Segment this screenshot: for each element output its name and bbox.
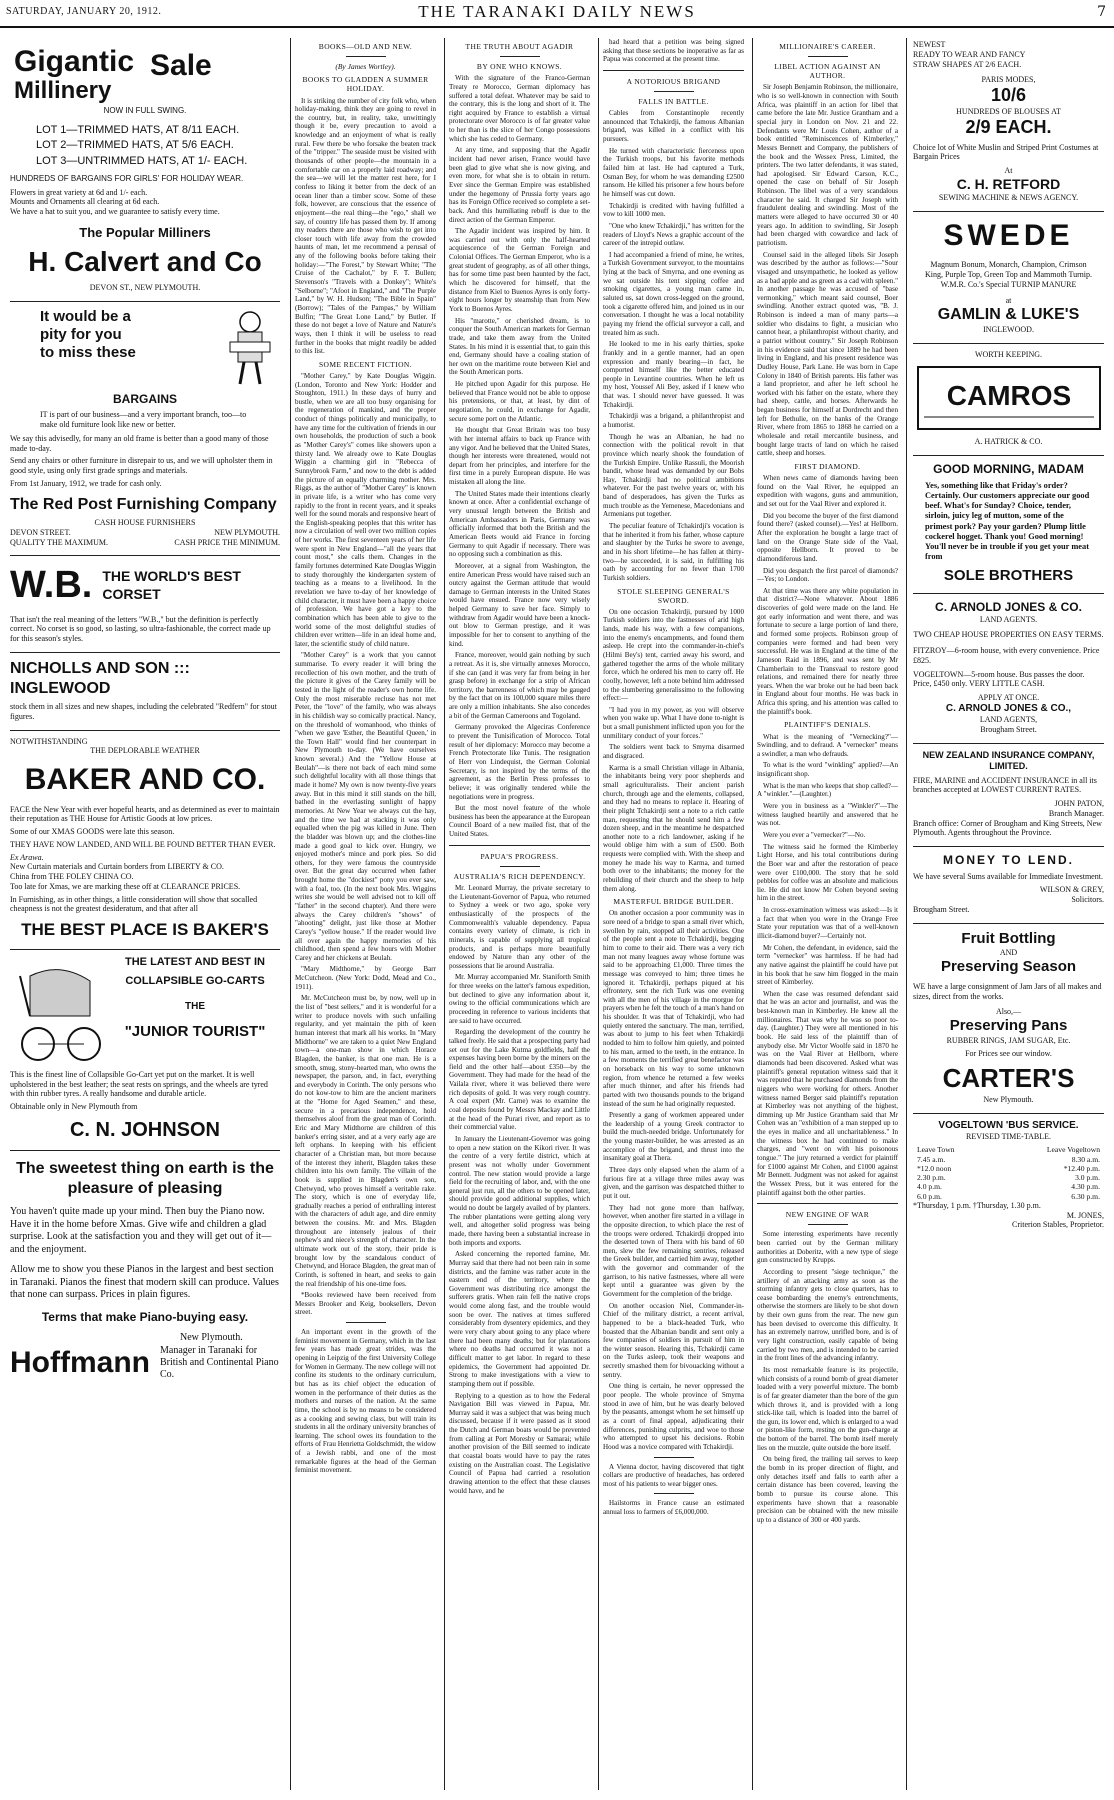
article-paragraph: Karma is a small Christian village in Albania, the inhabitants being very poor shepherds and small agriculturalists. Their ancient parish church, through age and the elements, collapsed, and they had no means to replace it. Hearing of their plight Tchakirdji sent a note to a rich cattle man, requesting that he should send him a few dozen sheep, and in the meantime he despatched another note to a rich landowner, asking if he would oblige him with a sum of £500. Both requests were complied with. With the sheep and money he made his way to Karma, and turned both over to the inhabitants; the money for the rebuilding of their church and the sheep to help them along. [603,763,744,893]
baker-ad [10,731,280,950]
article-paragraph: One thing is certain, he never oppressed the poor people. The whole province of Smyrna stood in awe of him, but he was dearly beloved by the peasants, amongst whom he set himself up as a court of final appeal, adjudicating their differences, punishing culprits, and woe to those who attempted to upset his decisions. Robin Hood was a novice compared with Tchakirdji. [603,1382,744,1451]
ad-line: INGLEWOOD. [983,324,1034,334]
article-paragraph: He looked to me in his early thirties, spoke frankly and in a gentle manner, had an open expression and manly bearing—in fact, he comported himself like the better educated people in Levantine countries. When he left us my host, Youssef Ali Bey, asked if I knew who that was. I should never have guessed. It was Tchakirdji. [603,340,744,409]
gocart-line-3: THE [185,1000,205,1012]
ad-line: New Plymouth. [983,1094,1034,1104]
price-line: CASH PRICE THE MINIMUM. [174,537,280,547]
notwithstanding: NOTWITHSTANDING [10,736,88,746]
article-paragraph: The United States made their intentions clearly known at once. After a confidential exchange of very unusual length between the British and American Ambassadors in Paris, Germany was officially informed that both the British and the American fleets would aid France in forcing Germany to quit Agadir if necessary. There was no opposing such a combination as this. [449,489,590,559]
article-paragraph: Sir Joseph Benjamin Robinson, the millionaire, who is so well-known in connection with South Africa, was plaintiff in an action for libel that came before the late Mr. Justice Grantham and a special jury in London on Nov. 21 and 22. Defendants were Mr Louis Cohen, author of a book entitled "Reminiscences of Kimberley," Messrs Bennett and Company, the publishers of the book and the Wessex Press, Limited, the printers. The two latter defendants, it was stated, had apologised. Sir Edward Carson, K.C., opened the case on behalf of Sir Joseph Robinson. The libel was of a very scandalous character he said. It charged Sir Joseph with fraudulent dealing and swindling. Most of the matters were alleged to have occurred 30 or 40 years ago. In addition to swindling, Sir Joseph had been charged with cowardice and lack of patriotism. [757,83,898,247]
gigantic-headline: Gigantic [14,45,135,78]
article-paragraph: Cables from Constantinople recently announced that Tchakirdji, the famous Albanian brigand, was killed in a conflict with his pursuers. [603,109,744,144]
hoffmann-ad [10,1151,280,1381]
hoffmann-manager: Manager in Taranaki for British and Continental Piano Co. [159,1344,279,1380]
column-agadir [444,38,594,1790]
ad-line: Choice lot of White Muslin and Striped Print Costumes at Bargain Prices [913,142,1099,162]
article-paragraph: Three days only elapsed when the alarm of a furious fire at a village three miles away was given, and the garrison was despatched thither to put it out. [603,1166,744,1200]
article-paragraph: An important event in the growth of the feminist movement in Germany, which in the last few years has made great strides, was the opening in Leipzig of the first University College for Women in Germany. The new college will not confine its students to the ordinary curriculum, but has as its chief object the education of women in the performance of their duties as the mothers and nurses of the nation. At the same time, the school is by no means to be considered as a cooking and sewing class, but will train its students in all the ordinary university branches of learning. The school owes its foundation to the efforts of Frau Henrietta Goldschmidt, the widow of a Jewish rabbi, and one of the most remarkable figures at the head of the German feminist movement. [295,1328,436,1475]
ad-line: TWO CHEAP HOUSE PROPERTIES ON EASY TERMS. [913,630,1104,640]
ad-line: Flowers in great variety at 6d and 1/- each. [10,187,148,197]
carters-name: CARTER'S [942,1063,1075,1094]
millinery-headline: Millinery [14,77,112,104]
ad-line: Branch Manager. [1048,808,1104,818]
article-paragraph: A Vienna doctor, having discovered that tight collars are productive of headaches, has ordered most of his patients to wear bigger ones. [603,1462,744,1488]
price-tag: 2/9 EACH. [965,116,1052,137]
ad-line: Brougham Street. [980,724,1037,734]
good-morning-headline: GOOD MORNING, MADAM [933,462,1084,477]
article-paragraph: *Books reviewed have been received from Messrs Brooker and Keig, booksellers, Devon street. [295,1291,436,1317]
ad-line: NEWEST [913,40,946,49]
ad-line: LAND AGENTS, [979,715,1038,725]
nicholls-ad [10,653,280,731]
ad-line: LAND AGENTS. [979,614,1038,624]
article-paragraph: Tchakirdji is credited with having fulfilled a vow to kill 1000 men. [603,201,744,219]
ad-line: APPLY AT ONCE. [977,693,1040,703]
redpost-body: We say this advisedly, for many an old frame is better than a good many of those made to-day. [10,433,269,453]
camros-ad [913,344,1104,457]
ad-line: READY TO WEAR AND FANCY [913,49,1026,59]
article-headline: PAPUA'S PROGRESS. [480,851,559,861]
article-paragraph: He turned with characteristic fierceness upon the Turkish troops, but his favorite methods failed him at last. He had captured a Turk, Osman Bey, for whom he was demanding £2500 ransom. He killed his prisoner a few hours before he himself was cut down. [603,146,744,198]
price-tag: 10/6 [990,85,1027,105]
article-paragraph: Hailstorms in France cause an estimated annual loss to farmers of £6,000,000. [603,1499,744,1517]
ad-line: We have a hat to suit you, and we guarantee to satisfy every time. [10,207,220,217]
article-paragraph: Its most remarkable feature is its projectile, which consists of a round bomb of great diameter loaded with a very powerful mixture. The bomb is of far greater diameter than the bore of the gun which throws it, and is provided with a long stick-like tail, which is loaded into the barrel of the gun, its lower end, which is enlarged to a wad or piston-like form, resting on the gun-charge at the bottom of the barrel. The bomb itself merely lies on the muzzle, quite outside the bore itself. [757,1365,898,1452]
article-paragraph: Mr Cohen, the defendant, in evidence, said the term "vernecker" was harmless. If he had had any native against the plaintiff he could have put in his book that he saw him flogged in the main street of Kimberley. [757,943,898,987]
swede-ad [913,212,1104,344]
retford-name: C. H. RETFORD [956,175,1061,192]
article-paragraph: At that time was there any white population in that district?—None whatever. About 1886 discoveries of gold were made on the land. He got early information and went there, and was fortunate to secure a large portion of land there, and formed some projects. Robinson group of companies were formed and had been very successful. He was in England at the time of the Jameson Raid in 1896, and was sent by Mr Chamberlain to the Transvaal to restore good relations, and remained there for nearly three years. When the war broke out he had been back in England about four months. He was back in Africa this spring, and his attention was called to the plaintiff's book. [757,586,898,716]
article-paragraph: Mr. Leonard Murray, the private secretary to the Lieutenant-Governor of Papua, who returned to Sydney a week or two ago, spoke very enthusiastically of the prospects of the Commonwealth's valuable dependency. Papua contains every variety of climate, is rich in minerals, is capable of supplying all tropical products, and is perhaps more beautifully endowed by Nature than any other of the possessions that lie around Australia. [449,884,590,970]
quality-line: QUALITY THE MAXIMUM. [10,537,108,547]
column-books [290,38,440,1790]
cash-furnishers: CASH HOUSE FURNISHERS [94,518,196,528]
ad-line: VOGELTOWN—5-room house. Bus passes the door. Price, £450 only. VERY LITTLE CASH. [913,669,1085,689]
bus-timetable-ad [913,1114,1104,1231]
hoffmann-body: Allow me to show you these Pianos in the largest and best section in Taranaki. Pianos the finest that modern skill can produce. Values that none can surpass. Prices in plain figures. [10,1264,279,1301]
masthead [0,0,1114,28]
baker-body: New Curtain materials and Curtain borders from LIBERTY & CO. [10,862,224,872]
gocart-illustration [10,956,110,1066]
article-paragraph: They had not gone more than halfway, however, when another fire started in a village in the opposite direction, to which place the rest of the troops were ordered. Tchakirdji dropped into the deserted town of Thera with his band of 60 men, slew the few remaining sentries, released the Greek builder, and carried him away, together with the governor and commander of the garrison, to his native fastnesses, where all were kept until a guarantee was given by the Government for the completion of the bridge. [603,1203,744,1298]
money-ad [913,847,1104,924]
article-paragraph: Asked concerning the reported famine, Mr. Murray said that there had not been rain in some districts, and the famine was rather acute in the eastern end of the territory, where the Government was distributing rice amongst the sufferers gratis. When rain fell the native crops would come along fast, and the trouble would soon be over. The natives at times suffered considerably from dysentery epidemics, and they were very chary about going to any place where there had been many deaths; but for plantations where no deaths had occurred it was not a difficult matter to get labor. In regard to these epidemics, the Government had appointed Dr. Strong to make investigations with a view to stamping them out if possible. [449,1250,590,1388]
nz-insurance-ad [913,744,1104,847]
article-paragraph: On another occasion a poor community was in sore need of a bridge to span a small river which, swollen by rain, stopped all their activities. One of the people sent a note to Tchakirdji, begging him to come to their aid. There was a very rich man not many leagues away whose fortune was said to be approaching £1,000. Three times the message was conveyed to him; three times he ignored it. Tchakirdji, perhaps piqued at his effrontery, sent the rich Turk was one evening with all the men of his village in the morgue for prayers when he felt the touch of a man's hand on his shoulder. It was that of Tchakirdji, who had quietly entered the sanctuary. The man, terrified, was about to jump to his feet when Tchakirdji nodded to him to follow him quietly, and pointed to his man, armed to the teeth, in the entrance. In a few moments the terrified great benefactor was on horseback on his way to some unknown region, from whence he returned a few weeks after much thinner, and after his friends had parted with two thousands pounds to the brigand instead of the sum he had originally requested. [603,909,744,1108]
arnold-name: C. ARNOLD JONES & CO. [935,600,1082,615]
article-paragraph: When news came of diamonds having been found on the Vaal River, he equipped an expedition with wagons, guns and ammunition, and set out for the Vaal River and explored it. [757,474,898,509]
article-paragraph: On another occasion Niel, Commander-in-Chief of the military district, a recent arrival, happened to be a black-headed Turk, who boasted that the Albanian bandit and sent only a few companies of soldiers in pursuit of him in the winter season. Hearing this, Tchakirdji came on the Turks asleep, took their weapons and secretly smashed them for bivouacking without a sentry. [603,1301,744,1379]
pleasure-headline: pleasure of pleasing [67,1179,223,1197]
byline: (By James Wortley). [335,62,396,72]
sole-name: SOLE BROTHERS [943,566,1074,584]
baker-body: China from THE FOLEY CHINA CO. [10,872,134,882]
article-subhead: SOME RECENT FICTION. [318,359,413,369]
ad-line: FITZROY—6-room house, with every convenience. Price £825. [913,646,1100,665]
ad-line: RUBBER RINGS, JAM SUGAR, Etc. [946,1035,1071,1045]
gamlin-name: GAMLIN & LUKE'S [937,306,1080,324]
article-paragraph: Regarding the development of the country he talked freely. He said that a prospecting party had set out for the Lake Kutma goldfields, half the expenses having been borne by the miners on the field and the other half—about £350—by the Government. They had made for the head of the Vailala river, where it was believed there were rich deposits of gold. It was very rough country. A coal expert (Mr. Carne) was to examine the coal deposits found by Messrs Mackay and Little at the head of the Purari river, and report as to their commercial value. [449,1028,590,1132]
article-paragraph: In cross-examination witness was asked:—Is it a fact that when you were in the Orange Free State your reputation was that of a well-known illicit-diamond buyer?—Certainly not. [757,906,898,940]
article-paragraph: Presently a gang of workmen appeared under the leadership of a young Greek contractor to build the much-needed bridge. Unfortunately for the young master-builder, he was arrested as an accomplice of the brigand, and thrust into the insanitary goal at Thera. [603,1111,744,1163]
money-head: MONEY TO LEND. [943,853,1074,868]
article-paragraph: At any time, and supposing that the Agadir incident had never arisen, France would have been glad to give what she is now giving, and even more, for what she is to obtain in return. Ever since the German Empire was established under the hegemony of Prussia forty years ago has its Foreign Office received so complete a set-back. And this humiliating rebuff is due to the direct action of the German Emperor. [449,146,590,224]
sale-headline: Sale [150,49,212,82]
sweetest-thing-headline: The sweetest thing on earth is the [16,1160,274,1178]
sole-brothers-ad [913,456,1104,594]
article-paragraph: had heard that a petition was being signed asking that these sections be inoperative as far as Papua was concerned at the present time. [603,38,744,64]
calvert-ad [10,38,280,302]
byline: BY ONE WHO KNOWS. [476,62,563,72]
article-paragraph: Moreover, at a signal from Washington, the entire American Press would have raised such an outcry against the German attitude that would damage to German interests in the United States would have ensued. France now very wisely helped Germany to save her face. Simply to withdraw from Agadir would have been a knock-out blow to German prestige, and it was impossible for her to consent to anything of the kind. [449,561,590,648]
table-header: Leave Vogeltown [1046,1145,1100,1155]
pity-line-3: to miss these [40,344,136,362]
johnson-gocart-ad [10,950,280,1151]
article-paragraph: Mr. Murray accompanied Mr. Staniforth Smith for three weeks on the latter's famous expedition, but declined to give any information about it, owing to the official communications which are proceeding in reference to various incidents that are said to have occurred. [449,973,590,1025]
ad-line: HUNDREDS OF BLOUSES AT [956,106,1061,116]
arnold-name: C. ARNOLD JONES & CO., [945,702,1072,714]
ad-line: At [1004,166,1013,176]
ad-line: PARIS MODES, [981,75,1036,85]
redpost-ad [10,302,280,557]
bargains-heading: BARGAINS [112,391,177,406]
redpost-name: The Red Post Furnishing Company [10,495,277,513]
baker-body: THEY HAVE NOW LANDED, AND WILL BE FOUND BETTER THAN EVER. [10,839,276,849]
article-paragraph: Did you become the buyer of the first diamond found there? (asked counsel).—Yes! at Hellborn. After the exploration he bought a large tract of land on the Orange State side of the Vaal, opposite Hellborn. It proved to be diamondiferous land. [757,511,898,563]
lot-3: LOT 3—UNTRIMMED HATS, AT 1/- EACH. [36,154,248,167]
article-paragraph: Some interesting experiments have recently been carried out by the German military authorities at Doberitz, with a new type of siege gun constructed by Krupps. [757,1230,898,1265]
article-paragraph: To what is the word "winkling" applied?—An insignificant shop. [757,761,898,779]
ad-line: SEWING MACHINE & NEWS AGENCY. [938,192,1079,202]
article-headline: A NOTORIOUS BRIGAND [626,76,721,86]
article-subhead: PLAINTIFF'S DENIALS. [784,720,871,730]
article-headline: MILLIONAIRE'S CAREER. [779,42,876,51]
table-row: 7.45 a.m. 8.30 a.m. [917,1154,1100,1164]
article-paragraph: Counsel said in the alleged libels Sir Joseph was described by the author as follows:—"Sour visaged and unsympathetic, he looked as yellow as a bad apple and as green as a cad with spleen." In another passage he was accused of "base vermonking," which meant said counsel, Boer swindling. Another extract quoted was, "B. J. Robinson is indeed a man of many parts—a soldier who disdains to fight, a musician who cannot hear, a philanthropist without charity, and a patriot without country." Sir Joseph Robinson in his evidence said that since 1889 he had been living in England, and his present residence was Dudley House, Park Lane. He was born in Cape Colony in 1840 of British parents. His father was a land proprietor, and after he left school he worked with his father on the estate, where they had sheep, cattle, and horses. Afterwards he began business for himself at Dordrecht and then left for Bethulie, on the banks of the Orange River, where from 1865 to 1868 he carried on a wholesale and retail mercantile business, and bought large tracts of land on which he raised cattle, sheep and horses. [757,250,898,458]
johnson-name: C. N. JOHNSON [69,1118,221,1141]
article-headline: BOOKS—OLD AND NEW. [318,42,413,51]
arnold-jones-ad [913,594,1104,744]
article-paragraph: Were you ever a "vernecker?"—No. [763,830,866,839]
article-paragraph: But the most novel feature of the whole business has been the appearance at the European Council Board of a new mailed fist, that of the United States. [449,804,590,839]
swede-title: SWEDE [943,218,1074,252]
table-header: Leave Town [917,1145,955,1155]
article-subhead: STOLE SLEEPING GENERAL'S SWORD. [617,586,730,605]
baker-body: Some of our XMAS GOODS were late this season. [10,827,175,837]
article-paragraph: He thought that Great Britain was too busy with her internal affairs to back up France with any vigor. And he believed that the United States, though her interests were threatened, would not depart from her principles, and interfere for the first time in a purely European dispute. He was mistaken all along the line. [449,426,590,487]
baker-body: Ex Arawa. [10,852,44,862]
article-paragraph: The Agadir incident was inspired by him. It was carried out with only the half-hearted acquiescence of the German Foreign and Colonial Offices. The German Emperor, who is a great student of geography, as of all other things, has for some time past been haunted by the fact, which he discovered for himself, that the distance from Kiel to Buenos Ayres is only forty-eight hours longer by steamship than from New York to Buenos Ayres. [449,227,590,313]
article-headline: NEW ENGINE OF WAR [785,1210,870,1220]
article-paragraph: On one occasion Tchakirdji, pursued by 1000 Turkish soldiers into the fastnesses of arid high lands, made his way, with a few companions, into the enemy's encampments, and found them asleep. He crept into the commander-in-chief's (Hilmi Bey's) tent, carried away his sword, and gathered together the arms of the whole military force, which he ordered his men to carry off. He coolly, however, left a note behind him addressed to the slumbering generalissimo to the following effect:— [603,607,744,703]
ad-line: Also,— [995,1007,1022,1017]
ad-line: Branch office: Corner of Brougham and King Streets, New Plymouth. Agents throughout the Province. [913,818,1102,838]
article-subhead: AUSTRALIA'S RICH DEPENDENCY. [453,871,586,881]
article-paragraph: I had accompanied a friend of mine, he writes, a Turkish Government surveyor, to the mountains lying at the back of Smyrna, and one evening as we sat outside his tent sipping coffee and smoking cigarettes, a young man came in, saluted us, sat down cross-legged on the ground, took a cigarette offered him, and joined us in our conversation. I thought he was a local notability paying my friend the official surveyor a call, and treated him as such. [603,250,744,337]
street: DEVON STREET. [10,527,71,537]
preserving-season: Preserving Season [940,957,1077,975]
baker-body: Too late for Xmas, we are marking these off at CLEARANCE PRICES. [10,881,241,891]
wb-tagline: THE WORLD'S BEST CORSET [102,568,241,602]
terms-line: Terms that make Piano-buying easy. [41,1309,249,1324]
retford-ad [913,38,1104,212]
article-subhead: MASTERFUL BRIDGE BUILDER. [613,897,734,907]
issue-date: SATURDAY, JANUARY 20, 1912. [6,6,162,17]
ad-line: FIRE, MARINE and ACCIDENT INSURANCE in all its branches accepted at LOWEST CURRENT RATES. [913,775,1097,795]
article-paragraph: What is the man who keeps that shop called?—A "winkler."—(Laughter.) [757,781,898,799]
article-paragraph: On being fired, the trailing tail serves to keep the bomb in its proper direction of flight, and only detaches itself and falls to earth after a certain distance has been covered, leaving the bomb to pursue its course alone. This experiments have shown that a reasonable precision can be obtained with the new missile up to a distance of 300 or 400 yards. [757,1455,898,1524]
article-subhead: FIRST DIAMOND. [794,461,861,471]
lot-1: LOT 1—TRIMMED HATS, AT 8/11 EACH. [36,123,240,136]
town: NEW PLYMOUTH. [214,527,280,537]
newspaper-title: THE TARANAKI DAILY NEWS [418,2,696,21]
article-subhead: FALLS IN BATTLE. [638,97,709,107]
ad-line: AND [999,947,1018,957]
baker-body: FACE the New Year with ever hopeful hearts, and as determined as ever to maintain their reputation as THE House for Artistic Goods at low prices. [10,804,280,824]
ad-line: WE have a large consignment of Jam Jars of all makes and sizes, direct from the works. [913,981,1102,1001]
article-paragraph: "Mother Carey" is a work that you cannot summarise. To every reader it will bring the recollection of his own mother, and the truth of the picture it gives of the Carey family will be tested in the light of the reader's own home life. Only the most miserable recluse has not met Peter, the "love" of the family, who was always in his childish way so comically practical. Nancy, on the threshold of womanhood, who thinks of "when we gave 'Esther, the Beautiful Queen,' in the Town Hall" would find her counterpart in New Plymouth to-day. (We have ourselves known several.) And the "Yellow House at Beulah"—is there not back of each mind some such delightful locality with all those things that made it home? My own is now twenty-five years away. But in this mind it still stands on the hill, bathed in the everlasting sunlight of happy memories. At New Year we always cut the hay, and the time we had at stacking it was only equalled when the pig was killed in June. Then the bladder was blown up; and the clothes-line made a good goal to kick over. Hungry, we enjoyed mother's mince and pork pies. So did others, for they were famous the countryside over. But the great day occurred when father brought home the "dockiest" pony you ever saw, with a foal, too. (In the next book Mrs. Wiggins writes she would be well advised not to kill off "father" in the second chapter). And there were always the Carey children's "shows" of "ahooting" delight, just like those at Mother Carey's "yellow house." If the reader would live all over again the happy memories of his childhood, then spend a few hours with Mother Carey and her chickens at Beulah. [295,651,436,962]
article-subhead: BOOKS TO GLADDEN A SUMMER HOLIDAY. [302,75,429,94]
hoffmann-body: You haven't quite made up your mind. Then buy the Piano now. Have it in the home before Xmas. Give wife and children a glad surprise. Look at the satisfaction you and they will get out of it—and the enjoyment. [10,1206,272,1255]
article-paragraph: "One who knew Tchakirdji," has written for the readers of Lloyd's News a graphic account of the career of the intrepid outlaw. [603,221,744,248]
fruit-bottling: Fruit Bottling [961,929,1056,947]
boy-reading-illustration [220,308,280,388]
lot-2: LOT 2—TRIMMED HATS, AT 5/6 EACH. [36,139,234,152]
article-paragraph: Replying to a question as to how the Federal Navigation Bill was viewed in Papua, Mr. Murray said it was a subject that was being much discussed, because if it were passed as it stood the Dutch and German boats would be prevented from calling at Port Moresby or Samarai; while another provision of the Bill seemed to indicate that coastal boats would have to pay the rates existing on the Australian coast. The Legislative Council of Papua had carried a resolution drawing attention to the effect that these clauses would have, and he [449,1391,590,1495]
ad-line: *Thursday, 1 p.m. †Thursday, 1.30 p.m. [913,1200,1041,1210]
article-paragraph: Tchakirdji was a brigand, a philanthropist and a humorist. [603,412,744,429]
nicholls-name: NICHOLLS AND SON ::: INGLEWOOD [10,659,190,697]
nicholls-body: stock them in all sizes and new shapes, including the celebrated "Redfern" for stout figures. [10,702,277,721]
cash-notice: From 1st January, 1912, we trade for cash only. [10,478,162,488]
article-paragraph: With the signature of the Franco-German Treaty re Morocco, German diplomacy has suffered a total defeat. Whatever may be said to the contrary, this is the long and short of it. The right acquired by France to establish a virtual protectorate over Morocco is of far greater value to her than is the slice of her Congo possessions which she has ceded to Germany. [449,74,590,143]
article-paragraph: He pitched upon Agadir for this purpose. He believed that France would not be able to oppose his pretensions, or that, at least, by dint of negotiation, he could, in exchange for Agadir, secure some port on the Atlantic. [449,380,590,423]
sale-subtitle: NOW IN FULL SWING. [103,106,187,115]
swede-body: Magnum Bonum, Monarch, Champion, Crimson King, Purple Top, Green Top and Mammoth Turnip. W.M.R. Co.'s Special TURNIP MANURE [924,260,1093,289]
article-paragraph: "Mary Midthorne," by George Barr McCutcheon. (New York: Dodd, Mead and Co., 1911). [295,965,436,991]
article-paragraph: The witness said he formed the Kimberley Light Horse, and his total contributions during the Boer war and after the restoration of peace were over £100,000. The story that he sold pebbles for coffee was an absolute and malicious lie. He did not know Mr Cohen beyond seeing him in the street. [757,842,898,903]
column-ads-left [4,38,286,1790]
hoffmann-town: New Plymouth. [179,1332,243,1344]
article-paragraph: The soldiers went back to Smyrna disarmed and disgraced. [603,743,744,761]
ad-line: STRAW SHAPES AT 2/6 EACH. [913,59,1022,69]
preserving-pans: Preserving Pans [949,1017,1068,1035]
table-row: 2.30 p.m. 3.0 p.m. [917,1173,1100,1183]
ad-line: at [1005,295,1012,305]
article-paragraph: It is striking the number of city folk who, when holiday-making, think they are going to revel in the country, but, in reality, take, unwittingly though it be, every precaution to avoid a knowledge and an enjoyment of what is really rural. Few there be who forsake the beaten track of the "tripper." The seaside must be visited with thousands of other people—the mountain in a comfortable car on a properly laid roadway; and the sea—we will let the matter rest here, for I confess to liking it better from the deck of an ocean liner than a timber scow. Some of these folk, however, are conscious that the essence of enjoyment—the real thing—the "ego," shall we say, of country life has passed them by. If among my readers there are those who wish to get into closer touch with life away from the crowded haunts of man, let me recommend a perusal of any of the following books before taking their holiday:—"The Forest," by Stewart White; "The Cruise of the Cachalot," by F. T. Bullen; Stevenson's "Travels with a Donkey"; White's "Selborne"; "Afoot in England," and "The Purple Land," by W. H. Hudson; "The Bible in Spain" (Borrow); "Tales of the Pampas," by William Bulfin; "The Great Lone Land," by Butler. If these do not beget a love of Nature and Nature's ways, then I think it will be useless to read further in the books that might readily be added to this list. [295,96,436,356]
table-row: 6.0 p.m. 6.30 p.m. [917,1191,1100,1201]
table-row: *12.0 noon *12.40 p.m. [917,1163,1100,1173]
article-paragraph: Were you in business as a "Winkler?"—The witness laughed heartily and answered that he was not. [757,802,898,828]
wb-logo: W.B. [10,564,93,607]
nz-insurance-head: NEW ZEALAND INSURANCE COMPANY, LIMITED. [922,749,1095,771]
article-paragraph: "I had you in my power, as you will observe when you wake up. What I have done to-night is but a small punishment inflicted upon you for the unmilitary conduct of your forces." [603,705,744,740]
ad-line: We have several Sums available for Immediate Investment. [913,871,1103,881]
ad-line: REVISED TIME-TABLE. [966,1131,1051,1141]
ad-line: Brougham Street. [913,904,970,914]
calvert-address: DEVON ST., NEW PLYMOUTH. [89,282,201,292]
article-paragraph: The peculiar feature of Tchakirdji's vocation is that he inherited it from his father, whose capture and slaughter by the Turks he swore to avenge, and in his short lifetime—he has fallen at thirty-two—he succeeded, it is said, in fulfilling his oath by accounting for no fewer than 1700 Turkish soldiers. [603,522,744,582]
table-row: 4.0 p.m. 4.30 p.m. [917,1182,1100,1192]
wb-corset-ad [10,556,280,653]
camros-logo-illustration [914,363,1104,433]
column-brigand [598,38,748,1790]
pity-line-1: It would be a [40,307,131,325]
column-millionaire [752,38,902,1790]
camros-logo [946,380,1070,411]
article-paragraph: "Mother Carey," by Kate Douglas Wiggin. (London, Toronto and New York: Hodder and Stoughton, 1911.) In these days of hurry and bustle, when we are all too busy organising for the regeneration of mankind, and the proper conduct of things politically and municipally, to have any time for the cultivation of friends in our own households, the production of such a book as "Mother Carey's" comes like showers upon a thirsty land. We already owe to Kate Douglas Wiggin a charming girl in "Rebecca of Sunnybrook Farm," and now to the debt is added the picture of an equally charming mother. Mrs. Riggs, as the author of "Mother Carey" is known in private life, is a writer who has come very rapidly to the front in recent years, and it speaks well for the sound morals and responsive heart of the English-speaking peoples that this writer has now a circulation of well over two million copies of her works. The first seventeen years of her life were spent in New England—"all the years that count most," she calls them. Changes in the family fortunes determined Kate Douglas Wiggin to study thoroughly the kindergarten system of teaching as a means to a livelihood. In the revelation we have to-day of her knowledge of child character, it must have been a happy choice of profession. We have got a key to the combination which has been able to give to the world some of the most delightful studies of children ever written—life in an ideal home and, later, the scientific study of child nature. [295,371,436,648]
ad-line: Mounts and Ornaments all clearing at 6d each. [10,197,160,207]
carters-ad [913,924,1104,1114]
baker-name: BAKER AND CO. [24,763,266,797]
article-paragraph: His "marotte," or cherished dream, is to conquer the South American markets for German trade, and take them away from the United States. In his mind it is essential that, to gain this end, Germany should have a coaling station of her own on the maritime route between Kiel and the South American ports. [449,316,590,377]
weather-line: THE DEPLORABLE WEATHER [90,746,200,756]
article-paragraph: Though he was an Albanian, he had no connection with the political revolt in that province which nearly shook the foundation of the Turkish Empire. Unlike Rassuli, the Moorish bandit, whose head was demanded by our Bobs Hay, Tchakirdji had no political ambitions whatever. For the past twelve years or, with his band of desperadoes, has given the Turks as much trouble as the Yemenese, Macedonians and Armenians put together. [603,432,744,519]
best-place-headline: THE BEST PLACE IS BAKER'S [21,920,269,940]
redpost-body: Send any chairs or other furniture in disrepair to us, and we will upholster them in good style, using only first grade springs and materials. [10,456,273,476]
hoffmann-name: Hoffmann [10,1345,150,1379]
article-paragraph: Did you despatch the first parcel of diamonds?—Yes; to London. [757,566,898,584]
popular-milliners: The Popular Milliners [79,224,211,240]
page-number: 7 [1097,4,1106,20]
article-subhead: LIBEL ACTION AGAINST AN AUTHOR. [774,62,881,81]
obtainable-line: Obtainable only in New Plymouth from [10,1102,138,1112]
baker-body: In Furnishing, as in other things, a little consideration will show that socalled cheapness is not the greatest desideratum, and that after all [10,894,258,914]
svg-text:CAMROS: CAMROS [946,380,1071,412]
article-paragraph: Germany provoked the Algeciras Conference to prevent the Tunisification of Morocco. Total result of her diplomacy: Morocco may become a French Protectorate like Tunis. The resignation of Herr von Lindequist, the German Colonial Secretary, is not inspired by the terms of the agreement, as the Berlin Press professes to believe; it was originally tendered while the negotiations were in progress. [449,723,590,801]
gocart-line-2: COLLAPSIBLE GO-CARTS [125,975,265,988]
bargains-line: HUNDREDS OF BARGAINS FOR GIRLS' FOR HOLIDAY WEAR. [10,173,244,183]
redpost-body: IT is part of our business—and a very important branch, too—to make old furniture look like new or better. [40,410,247,430]
article-paragraph: According to present "siege technique," the artillery of an attacking army as soon as the storming infantry gets to close quarters, has to cease bombarding the enemy's entrenchments, otherwise the stormers are likely to be shot down by their own guns from the rear. The new gun has been devised to overcome this difficulty. It has an extremely narrow, unrifled bore, and is of very light construction, easily capable of being carried by two men, and is intended to be carried in the front lines of the advancing infantry. [757,1267,898,1363]
pity-line-2: pity for you [40,326,122,344]
calvert-name: H. Calvert and Co [28,245,262,277]
ad-line: Solicitors. [1071,895,1104,905]
article-headline: THE TRUTH ABOUT AGADIR [465,42,574,51]
hatrick-name: A. HATRICK & CO. [974,437,1043,447]
article-paragraph: What is the meaning of "Vernecking?"—Swindling, and to defraud. A "vernecker" means a swindler, a man who defrauds. [757,732,898,758]
worth-keeping: WORTH KEEPING. [974,349,1043,359]
sole-body: Yes, something like that Friday's order? Certainly. Our customers appreciate our good beef. What's for Sunday? Choice, tender, sirloin, juicy leg of mutton, some of the primest pork? Pay your garden? Plump little cockerel hogget. Thank you! Good morning! You'll never be in trouble if you get your meat from [925,480,1090,562]
ad-line: M. JONES, [1066,1210,1104,1220]
article-paragraph: In January the Lieutenant-Governor was going to open a new station on the Kikori river. It was the centre of a very fertile district, which at present was not wholly under Government control. The new station would provide a large field for the recruiting of labor, and, with the one general just run, all the others to be opened later, should provide good additional supplies, which would no doubt be largely availed of by planters. The rubber plantations were getting along very well, and altogether solid progress was being made, there having been a substantial increase in both imports and exports. [449,1134,590,1247]
ad-line: For Prices see our window. [965,1049,1052,1059]
ad-line: WILSON & GREY, [1039,885,1104,895]
gocart-line-1: THE LATEST AND BEST IN [125,955,265,968]
gocart-body: This is the finest line of Collapsible Go-Cart yet put on the market. It is well upholstered in the best leather; the seat rests on springs, and the wheels are tyred with thin rubber tyres. A really handsome and durable article. [10,1069,268,1099]
ad-line: Criterion Stables, Proprietor. [1012,1220,1104,1230]
column-ads-right [906,38,1110,1790]
junior-tourist: "JUNIOR TOURIST" [124,1022,266,1040]
article-paragraph: France, moreover, would gain nothing by such a retreat. As it is, she virtually annexes Morocco, if she can (and it was very far from being in her grasp before) in exchange for a strip of African territory, the barrenness of which may be gauged by the fact that on its 100,000 square miles there are only a million inhabitants. She also concedes a bit of the German Cameroons and Togoland. [449,651,590,720]
wb-body: That isn't the real meaning of the letters "W.B.," but the definition is perfectly correct. No corset is so good, so lasting, so ultra-fashionable, the correct made up for this season's styles. [10,614,271,644]
article-paragraph: Mr. McCutcheon must be, by now, well up in the list of "best sellers," and it is wonderful for a writer to produce novels with such unfailing regularity, and yet maintain the pith of keen human interest that mark all his works. In "Mary Midthorne" we are taken to a quiet New England town—a one-man show in which Horace Blagden, the banker, is that one man. He is a smooth, smug, stony-hearted man, who owns the newspaper, the parson, and, in fact, everything and everybody in Corinth. The only persons who do not kow-tow to him are the ancient mariners at the "Home for Aged Seamen," and these, secure in a precarious independence, hold themselves aloof from the great man of Corinth. Eric and Mary Midthorne are children of this banker's erring sister, and at a very early age are left orphans. In keeping with his efficient character of a Christian man, but more because of the interest they inherit, Blagden takes these children into his own family. The villain of the book is supplied in Blagden's own son, Chetwynd, who proves himself a veritable rake. The story, which is one of everyday life, gradually reaches a period of enthralling interest with the characters of adult age, and dire enmity between the cousins. Mr. and Mrs. Blagden throughout are intensely jealous of their nephew's and niece's strength of character. In the ultimate work out of the story, their pride is brought low by the scandalous conduct of Chetwynd, and Horace Blagden, the great man of Corinth, is softened in heart, and seeks to gain the real friendship of his one-time foes. [295,994,436,1288]
bus-timetable [913,1145,1104,1201]
article-paragraph: When the case was resumed defendant said that he was an actor and journalist, and was the best-known man in Kimberley. He knew all the millionaires. That was why he was so poor to-day. (Laughter.) They were all mentioned in his book. He said less of the plaintiff than of anybody else. Mr Victor Woolfe said in 1870 he was on the Vaal River at Hellborn, where diamonds had been discovered. Asked what was plaintiff's general reputation witness said that it was reputed that he purchased diamonds from the niggers who were working for others. Another witness named Berger said plaintiff's reputation at Kimberley was not anything of the highest, dimming up Mr Justice Grantham said that Mr Cohen was an "exhibition of a man stepped up to the eyes in malice and all uncharitableness." In the witness box he had continued to make charges, and "went on with his poisonous tongue." The jury returned a verdict for plaintiff for £1000 against Mr Cohen, and £1000 against Mr Bennett. Judgment was not asked for against the Wessex Press, but it was entered for the plaintiff against both the other parties. [757,989,898,1197]
ad-line: JOHN PATON, [1054,799,1104,809]
bus-head: VOGELTOWN 'BUS SERVICE. [938,1119,1079,1131]
